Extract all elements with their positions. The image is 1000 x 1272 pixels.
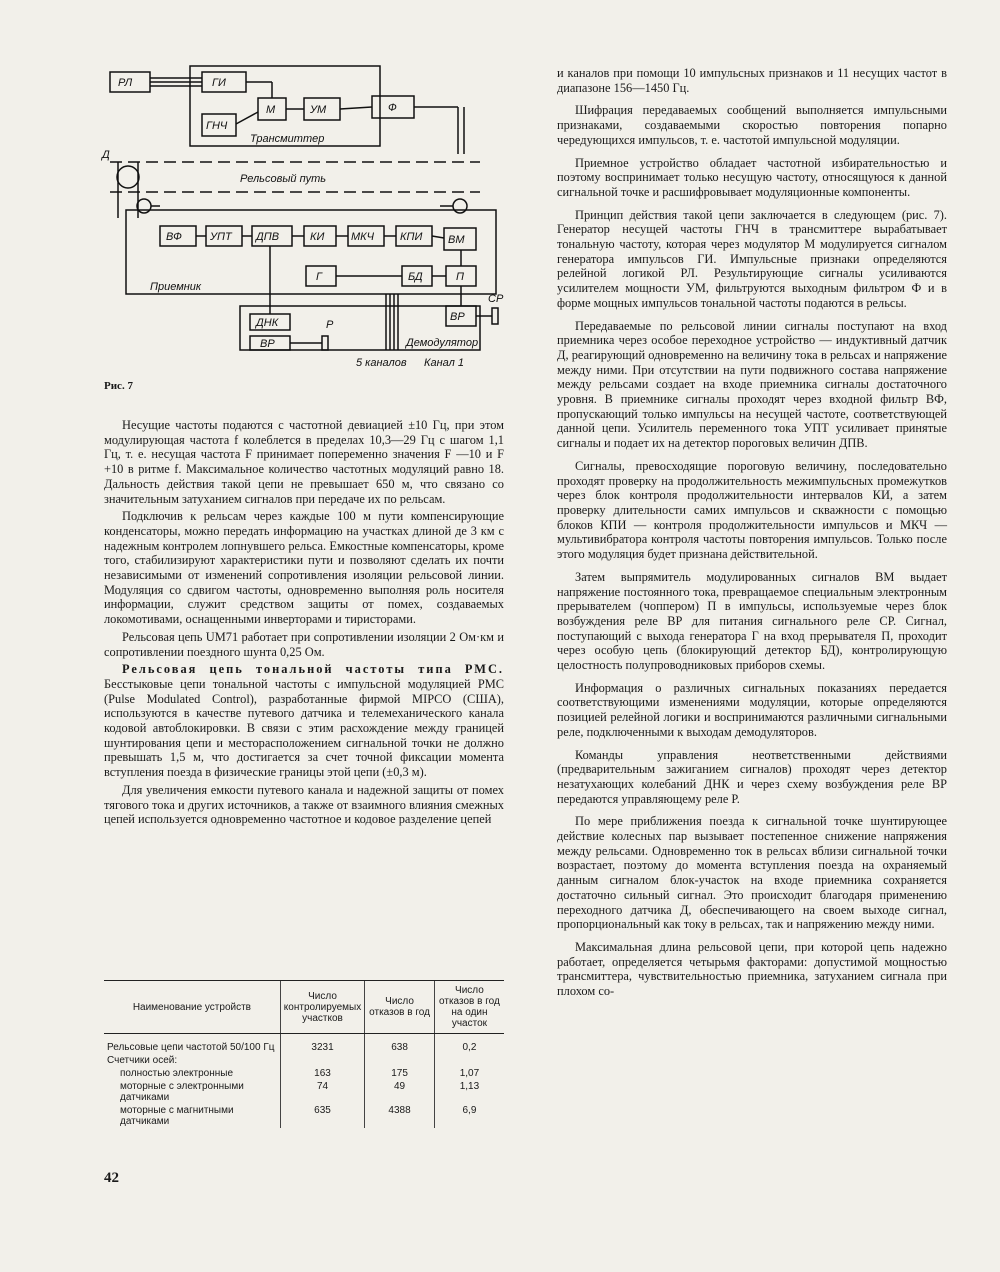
label-r: Р: [326, 319, 334, 331]
table-cell: 49: [365, 1080, 435, 1104]
label-vm: ВМ: [448, 234, 465, 246]
label-receiver: Приемник: [150, 281, 202, 293]
right-paragraph-8: Команды управления неответственными действиями (предварительным зажиганием сигналов) проходят через детектор незатухающих колебаний ДНК и через схему возбуждения реле ВР передаются управляющему реле Р.: [557, 747, 947, 806]
label-dpv: ДПВ: [256, 231, 280, 243]
label-g: Г: [316, 271, 322, 283]
table-row: [104, 1080, 504, 1104]
label-sr: СР: [488, 293, 504, 305]
table-cell: [365, 1054, 435, 1067]
table-cell: Счетчики осей:: [107, 1055, 178, 1066]
left-paragraph-4-body: Бесстыковые цепи тональной частоты с импульсной модуляцией РМС (Pulse Modulated Control), разработанные фирмой MIPCO (США), используются в качестве путевого датчика и телемеханического канала кодовой автоблокировки. В связи с этим расхождение между границей шунтирования цепи и месторасположением сигнальной точки не должно превышать 1,5 м, что достигается за счет точной фиксации момента вступления поезда в физические границы этой цепи (±0,3 м).: [104, 676, 504, 780]
right-paragraph-4: Передаваемые по рельсовой линии сигналы поступают на вход приемника через особое переходное устройство — индуктивный датчик Д, реагирующий одновременно на величину тока в рельсах и напряжение между ними. При отсутствии на пути подвижного состава напряжение между рельсами создает на входе приемника сигналы достаточного уровня. В приемнике сигналы проходят через входной фильтр ВФ, пропускающий только импульсы на несущей частоте, соответствующей данной цепи. Усилитель переменного тока УПТ усиливает принятые сигналы и подает их на детектор пороговых величин ДПВ.: [557, 318, 947, 451]
table-cell: 4388: [365, 1104, 435, 1128]
left-paragraph-1: Несущие частоты подаются с частотной девиацией ±10 Гц, при этом модулирующая частота f колеблется в пределах 10,3—29 Гц с шагом 1,1 Гц, т. е. несущая частота F принимает попеременно значения F —10 и F +10 в ритме f. Максимальное количество частотных модуляций равно 18. Дальность действия такой цепи не превышает 650 м, что связано со значительным затуханием сигналов при передаче их по рельсам.: [104, 418, 504, 506]
label-vr2: ВР: [260, 338, 275, 350]
table-cell: 638: [365, 1034, 435, 1055]
table-cell: моторные с магнитными датчиками: [120, 1105, 234, 1127]
table-header: Число отказов в год: [365, 981, 435, 1034]
right-paragraph-2: Приемное устройство обладает частотной избирательностью и поэтому воспринимает только несущую частоту, относящуюся к данной сигнальной точке и расшифровывает модуляционные компоненты.: [557, 155, 947, 199]
label-dnk: ДНК: [256, 317, 279, 329]
table-cell: моторные с электронными датчиками: [120, 1081, 244, 1103]
label-demod: Демодулятор: [406, 337, 479, 349]
table-header-row: [104, 981, 504, 1034]
label-vf: ВФ: [166, 231, 182, 243]
label-channels: 5 каналов: [356, 357, 407, 369]
label-f: Ф: [388, 102, 397, 114]
right-paragraph-0: и каналов при помощи 10 импульсных признаков и 11 несущих частот в диапазоне 156—1450 Гц.: [557, 66, 947, 95]
table-cell: 6,9: [434, 1104, 504, 1128]
table-cell: 0,2: [434, 1034, 504, 1055]
table-cell: 635: [280, 1104, 364, 1128]
table-row: [104, 1034, 504, 1055]
table-header: Наименование устройств: [104, 981, 280, 1034]
label-gi: ГИ: [212, 77, 226, 89]
label-gnch: ГНЧ: [206, 120, 228, 132]
label-kpi: КПИ: [400, 231, 423, 243]
label-ki: КИ: [310, 231, 325, 243]
table-cell: 1,13: [434, 1080, 504, 1104]
left-paragraph-4: [104, 662, 504, 780]
label-mkch: МКЧ: [351, 231, 375, 243]
table-cell: 1,07: [434, 1067, 504, 1080]
right-column: [557, 66, 947, 1007]
label-vr: ВР: [450, 311, 465, 323]
table-row: [104, 1067, 504, 1080]
right-paragraph-10: Максимальная длина рельсовой цепи, при которой цепь надежно работает, определяется четырьмя факторами: допустимой мощностью трансмиттера, чувствительностью приемника, затуханием сигнала при плохом со-: [557, 939, 947, 999]
table-cell: [434, 1054, 504, 1067]
table-cell: 3231: [280, 1034, 364, 1055]
sensor-d: [117, 166, 139, 188]
page-number: 42: [104, 1170, 119, 1186]
right-paragraph-3: Принцип действия такой цепи заключается в следующем (рис. 7). Генератор несущей частоты ГНЧ в трансмиттере вырабатывает тональную частоту, которая через модулятор М модулируется сигналом генератора импульсов ГИ. Импульсные признаки определяются релейной логикой РЛ. Результирующие сигналы усиливаются усилителем мощности УМ, фильтруются выходным фильтром Ф и в форме мощных импульсов тональной частоты подаются в рельсы.: [557, 207, 947, 310]
label-channel1: Канал 1: [424, 357, 465, 369]
label-d: Д: [102, 149, 110, 161]
reliability-table: [104, 980, 504, 1128]
left-paragraph-2: Подключив к рельсам через каждые 100 м пути компенсирующие конденсаторы, можно передать информацию на участках длиной де 3 км с надежным контролем лопнувшего рельса. Емкостные компенсаторы, кроме того, стабилизируют характеристики пути и позволяют сделать их почти независимыми от изменений сопротивления изоляции рельсовой линии. Модуляция со сдвигом частоты, одновременно выполняя роль носителя информации, служит средством защиты от помех, создаваемых локомотивами, оснащенными инверторами и тиристорами.: [104, 509, 504, 627]
table-header: Число контролируемых участков: [280, 981, 364, 1034]
label-rl: РЛ: [118, 77, 133, 89]
right-paragraph-5: Сигналы, превосходящие пороговую величину, последовательно проходят проверку на продолжительность межимпульсных промежутков через блок контроля продолжительности интервалов КИ, а затем проверку длительности самих импульсов и скважности с помощью блоков КПИ — контроля продолжительности импульсов и МКЧ — мультивибратора контроля частоты повторения импульсов. Только после этого модуляция будет признана действительной.: [557, 458, 947, 562]
right-paragraph-7: Информация о различных сигнальных показаниях передается соответствующими изменениями модуляции, которые определяются позицией релейной логики и воспринимаются различными сигнальными реле, подключенными к выходам демодуляторов.: [557, 680, 947, 739]
label-track: Рельсовый путь: [240, 173, 327, 185]
left-paragraph-3: Рельсовая цепь UM71 работает при сопротивлении изоляции 2 Ом·км и сопротивлении поездного шунта 0,25 Ом.: [104, 629, 504, 659]
left-paragraph-5: Для увеличения емкости путевого канала и надежной защиты от помех тягового тока и других источников, а также от взаимного влияния смежных цепей используется одновременно частотное и кодовое разделение цепей: [104, 782, 504, 827]
table-cell: 163: [280, 1067, 364, 1080]
label-transmitter: Трансмиттер: [250, 133, 325, 145]
table-cell: полностью электронные: [120, 1068, 234, 1079]
section-heading: Рельсовая цепь тональной частоты типа РМС.: [122, 662, 504, 677]
left-column: [104, 418, 504, 830]
label-um: УМ: [310, 104, 327, 116]
right-paragraph-6: Затем выпрямитель модулированных сигналов ВМ выдает напряжение постоянного тока, превращаемое специальным электронным прерывателем (чоппером) П в импульсы, используемые через блок возбуждения реле ВР для питания сигнального реле СР. Сигнал, поступающий с выхода генератора Г на вход прерывателя П, проходит через особую цепь (блокирующий детектор БД), контролирующую целостность полупроводниковых приборов схемы.: [557, 569, 947, 673]
table-row: [104, 1054, 504, 1067]
block-diagram-svg: [100, 58, 520, 376]
right-paragraph-9: По мере приближения поезда к сигнальной точке шунтирующее действие колесных пар вызывает постепенное снижение напряжения между рельсами. Одновременно ток в рельсах вблизи сигнальной точки возрастает, поэтому до момента вступления поезда на охраняемый данным сигналом блок-участок на входе приемника сохраняется достаточно сильный сигнал. Это происходит благодаря применению переходного датчика Д, обеспечивающего на своем выходе сигнал, пропорциональный как току в рельсах, так и напряжению между ними.: [557, 814, 947, 932]
table-cell: 175: [365, 1067, 435, 1080]
table-cell: 74: [280, 1080, 364, 1104]
block-diagram: [100, 58, 520, 376]
label-m: М: [266, 104, 276, 116]
right-paragraph-1: Шифрация передаваемых сообщений выполняется импульсными признаками, создаваемыми скоростью повторения попарно чередующихся импульсов, т. е. частотой импульсной модуляции.: [557, 103, 947, 147]
table-header: Число отказов в год на один участок: [434, 981, 504, 1034]
label-bd: БД: [408, 271, 423, 283]
figure-caption: Рис. 7: [104, 380, 133, 392]
table-row: [104, 1104, 504, 1128]
table-cell: Рельсовые цепи частотой 50/100 Гц: [107, 1042, 275, 1053]
table-cell: [280, 1054, 364, 1067]
label-p: П: [456, 271, 464, 283]
label-upt: УПТ: [210, 231, 232, 243]
